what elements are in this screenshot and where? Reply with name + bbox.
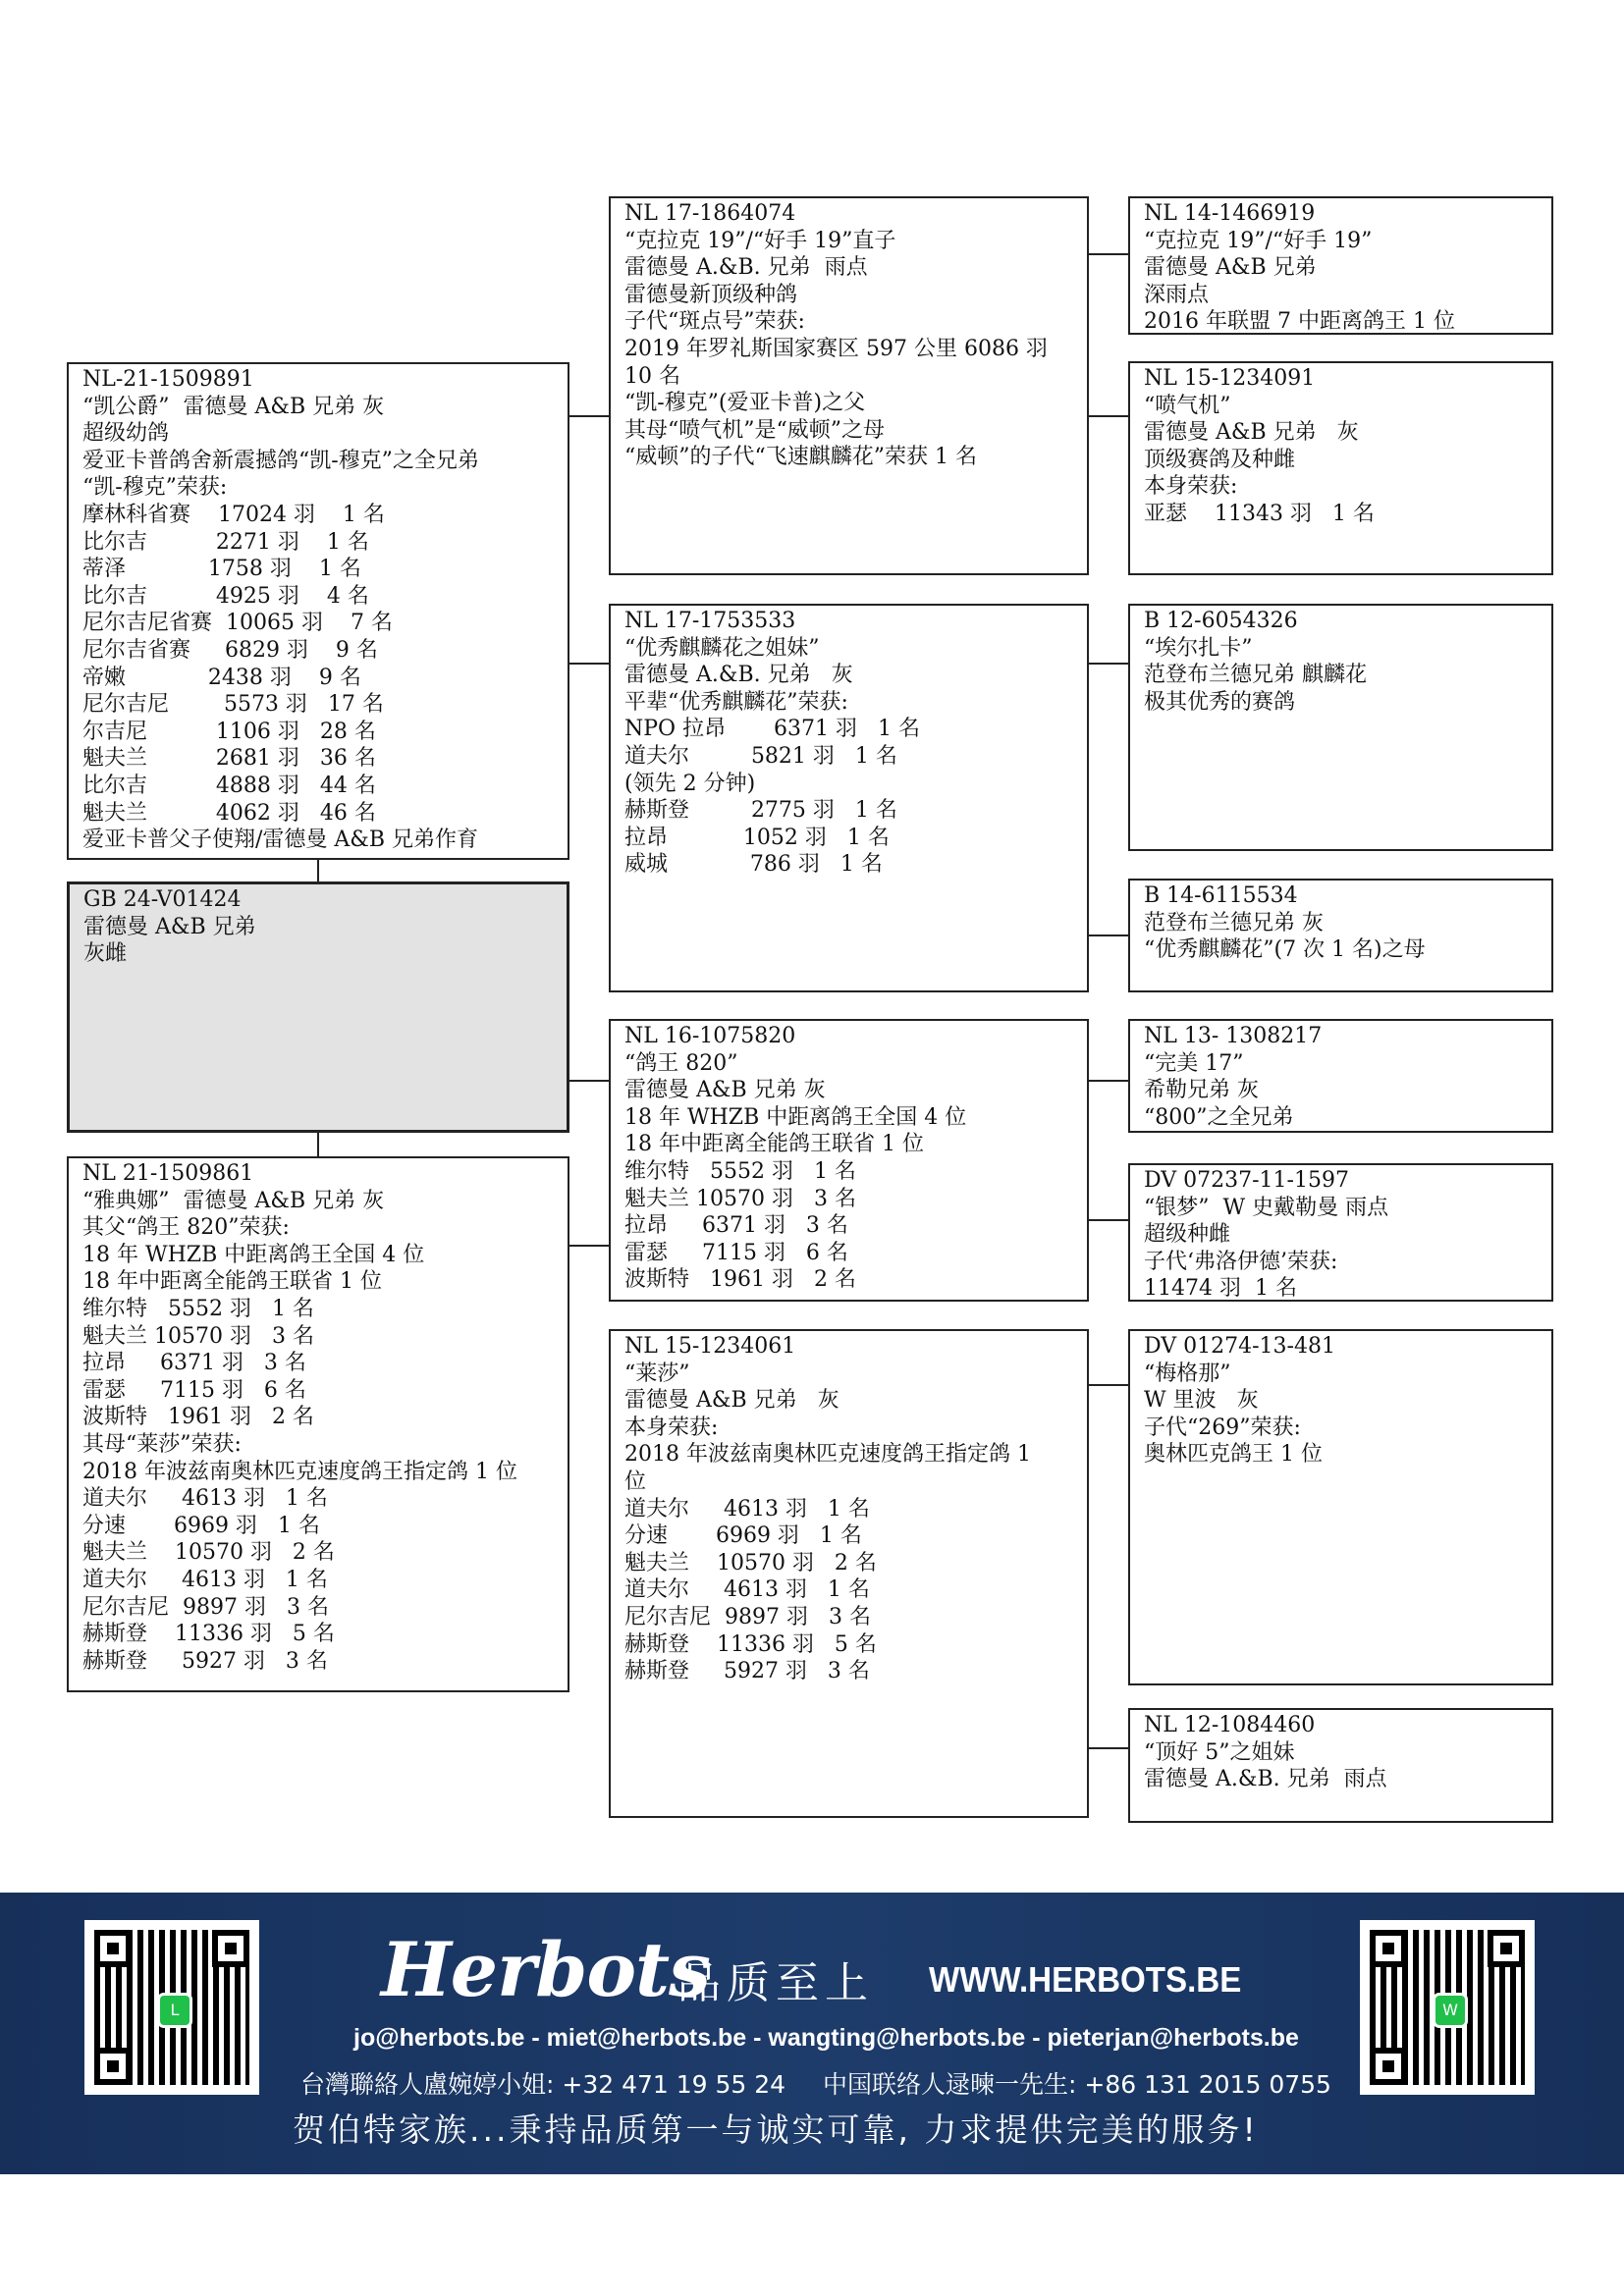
card-line: 比尔吉 4925 羽 4 名 (82, 583, 369, 609)
card-line: 波斯特 1961 羽 2 名 (82, 1405, 314, 1430)
g3-card[interactable] (1128, 604, 1553, 851)
card-line: 道夫尔 4613 羽 1 名 (624, 1577, 870, 1603)
card-line: 18 年 WHZB 中距离鸽王全国 4 位 (82, 1242, 425, 1267)
card-line: 其母“喷气机”是“威顿”之母 (624, 417, 885, 443)
card-line: 范登布兰德兄弟 灰 (1144, 910, 1324, 935)
tagline: 贺伯特家族...秉持品质第一与诚实可靠, 力求提供完美的服务! (293, 2110, 1259, 2149)
g3-card[interactable] (1128, 1329, 1553, 1685)
card-line: 赫斯登 5927 羽 3 名 (82, 1648, 328, 1674)
card-line: GB 24-V01424 (83, 887, 242, 912)
card-line: 极其优秀的赛鸽 (1144, 689, 1296, 715)
card-line: 道夫尔 4613 羽 1 名 (82, 1486, 328, 1512)
card-line: 比尔吉 4888 羽 44 名 (82, 773, 376, 798)
card-line: 其母“莱莎”荣获: (82, 1431, 242, 1457)
card-line: NL 15-1234061 (624, 1334, 796, 1359)
card-line: “埃尔扎卡” (1144, 635, 1253, 661)
card-line: 爱亚卡普父子使翔/雷德曼 A&B 兄弟作育 (82, 828, 479, 853)
card-line: B 12-6054326 (1144, 609, 1298, 633)
sire-sire-card[interactable] (609, 196, 1089, 575)
sire-dam-card[interactable] (609, 604, 1089, 992)
card-line: 尼尔吉省赛 6829 羽 9 名 (82, 637, 378, 663)
contact-taiwan: 台灣聯絡人盧婉婷小姐: +32 471 19 55 24 (300, 2070, 786, 2099)
card-line: 2018 年波兹南奥林匹克速度鸽王指定鸽 1 位 (82, 1459, 517, 1484)
g3-card[interactable] (1128, 1708, 1553, 1823)
website-link[interactable]: WWW.HERBOTS.BE (929, 1959, 1242, 2000)
card-line: 深雨点 (1144, 282, 1210, 307)
contact-line (300, 2065, 1361, 2101)
connector (569, 663, 609, 665)
card-line: NL 17-1753533 (624, 609, 796, 633)
card-line: 其父“鸽王 820”荣获: (82, 1215, 290, 1241)
card-line: 超级种雌 (1144, 1222, 1231, 1248)
card-line: 子代“斑点号”荣获: (624, 309, 805, 335)
contact-china: 中国联络人逯暕一先生: +86 131 2015 0755 (823, 2070, 1331, 2099)
card-line: 尔吉尼 1106 羽 28 名 (82, 719, 376, 744)
brand-logo: Herbots (381, 1926, 710, 2013)
card-line: 超级幼鸽 (82, 421, 170, 447)
card-line: 拉昂 6371 羽 3 名 (82, 1351, 306, 1376)
connector (569, 1080, 609, 1082)
card-line: 蒂泽 1758 羽 1 名 (82, 557, 361, 582)
card-line: “顶好 5”之姐妹 (1144, 1739, 1295, 1765)
card-line: NL 14-1466919 (1144, 201, 1316, 226)
card-line: 道夫尔 4613 羽 1 名 (82, 1567, 328, 1592)
card-line: “银梦” W 史戴勒曼 雨点 (1144, 1195, 1389, 1220)
qr-code-pattern (1370, 1930, 1525, 2085)
card-line: “优秀麒麟花”(7 次 1 名)之母 (1144, 937, 1426, 963)
subject-card[interactable] (67, 881, 569, 1133)
card-line: NL 12-1084460 (1144, 1713, 1316, 1737)
card-line: “克拉克 19”/“好手 19” (1144, 228, 1373, 253)
card-line: 雷德曼 A.&B. 兄弟 雨点 (624, 255, 868, 281)
card-line: 赫斯登 5927 羽 3 名 (624, 1659, 870, 1684)
card-line: “威顿”的子代“飞速麒麟花”荣获 1 名 (624, 445, 977, 470)
card-line: 雷瑟 7115 羽 6 名 (624, 1240, 848, 1265)
card-line: NL 17-1864074 (624, 201, 796, 226)
card-line: 比尔吉 2271 羽 1 名 (82, 529, 369, 555)
card-line: NL 16-1075820 (624, 1024, 796, 1048)
card-line: 灰雌 (83, 941, 128, 967)
card-line: 子代‘弗洛伊德’荣获: (1144, 1249, 1338, 1274)
card-line: 范登布兰德兄弟 麒麟花 (1144, 663, 1367, 688)
dam-sire-card[interactable] (609, 1019, 1089, 1302)
card-line: 18 年 WHZB 中距离鸽王全国 4 位 (624, 1104, 967, 1130)
connector (569, 1245, 609, 1247)
g3-card[interactable] (1128, 1019, 1553, 1133)
card-line: 18 年中距离全能鸽王联省 1 位 (82, 1269, 382, 1295)
card-line: 平辈“优秀麒麟花”荣获: (624, 689, 848, 715)
card-line: 雷德曼 A&B 兄弟 灰 (624, 1078, 826, 1103)
card-line: NL 15-1234091 (1144, 366, 1316, 391)
connector (1089, 1384, 1128, 1386)
connector (569, 415, 609, 417)
connector (1089, 663, 1128, 665)
card-line: 维尔特 5552 羽 1 名 (82, 1296, 314, 1321)
card-line: 2019 年罗礼斯国家赛区 597 公里 6086 羽 (624, 336, 1048, 361)
card-line: “完美 17” (1144, 1050, 1244, 1076)
connector (1089, 253, 1128, 255)
card-line: “莱莎” (624, 1361, 690, 1386)
card-line: W 里波 灰 (1144, 1388, 1259, 1414)
email-links[interactable]: jo@herbots.be - miet@herbots.be - wangting@herbots.be - pieterjan@herbots.be (353, 2024, 1299, 2052)
card-line: 位 (624, 1468, 647, 1494)
dam-dam-card[interactable] (609, 1329, 1089, 1818)
card-line: NL-21-1509891 (82, 367, 254, 392)
card-line: 尼尔吉尼省赛 10065 羽 7 名 (82, 611, 393, 636)
card-line: 尼尔吉尼 5573 羽 17 名 (82, 692, 384, 718)
card-line: 魁夫兰 10570 羽 2 名 (624, 1550, 877, 1575)
card-line: “鸽王 820” (624, 1050, 738, 1076)
card-line: 摩林科省赛 17024 羽 1 名 (82, 502, 385, 527)
card-line: 尼尔吉尼 9897 羽 3 名 (82, 1594, 329, 1620)
g3-card[interactable] (1128, 879, 1553, 992)
card-line: 帝嫩 2438 羽 9 名 (82, 665, 361, 690)
connector (1089, 415, 1128, 417)
dam-card[interactable] (67, 1156, 569, 1692)
card-line: 2018 年波兹南奥林匹克速度鸽王指定鸽 1 (624, 1442, 1031, 1468)
card-line: 雷德曼 A&B 兄弟 灰 (624, 1388, 839, 1414)
card-line: 本身荣获: (1144, 474, 1238, 500)
card-line: (领先 2 分钟) (624, 771, 756, 796)
connector (1089, 1219, 1128, 1221)
g3-card[interactable] (1128, 1163, 1553, 1302)
card-line: 雷德曼新顶级种鸽 (624, 282, 798, 307)
card-line: “凯-穆克”(爱亚卡普)之父 (624, 391, 866, 416)
card-line: 18 年中距离全能鸽王联省 1 位 (624, 1132, 924, 1157)
card-line: 雷瑟 7115 羽 6 名 (82, 1377, 306, 1403)
connector (317, 860, 319, 881)
card-line: 雷德曼 A&B 兄弟 灰 (1144, 420, 1359, 446)
card-line: 尼尔吉尼 9897 羽 3 名 (624, 1604, 871, 1629)
connector (1089, 1747, 1128, 1749)
card-line: 顶级赛鸽及种雌 (1144, 447, 1296, 472)
card-line: “优秀麒麟花之姐妹” (624, 635, 820, 661)
card-line: 拉昂 6371 羽 3 名 (624, 1213, 848, 1239)
card-line: 希勒兄弟 灰 (1144, 1078, 1259, 1103)
card-line: 魁夫兰 10570 羽 3 名 (624, 1186, 856, 1211)
card-line: DV 07237-11-1597 (1144, 1168, 1349, 1193)
card-line: 分速 6969 羽 1 名 (82, 1513, 320, 1538)
card-line: NL 21-1509861 (82, 1161, 254, 1186)
card-line: 魁夫兰 10570 羽 2 名 (82, 1540, 335, 1566)
connector (1089, 1080, 1128, 1082)
card-line: 赫斯登 11336 羽 5 名 (82, 1622, 335, 1647)
card-line: 维尔特 5552 羽 1 名 (624, 1158, 856, 1184)
card-line: 雷德曼 A&B 兄弟 (1144, 255, 1317, 281)
connector (317, 1133, 319, 1156)
card-line: DV 01274-13-481 (1144, 1334, 1335, 1359)
card-line: 魁夫兰 4062 羽 46 名 (82, 800, 376, 826)
qr-code-wechat[interactable] (1360, 1920, 1535, 2095)
card-line: “凯-穆克”荣获: (82, 475, 228, 501)
g3-card[interactable] (1128, 196, 1553, 335)
card-line: 道夫尔 5821 羽 1 名 (624, 743, 897, 769)
connector (1089, 934, 1128, 936)
card-line: B 14-6115534 (1144, 883, 1298, 908)
card-line: 拉昂 1052 羽 1 名 (624, 825, 890, 850)
wechat-icon: W (1433, 1993, 1468, 2028)
card-line: 本身荣获: (624, 1415, 719, 1440)
card-line: NPO 拉昂 6371 羽 1 名 (624, 717, 920, 742)
card-line: 雷德曼 A&B 兄弟 (83, 914, 256, 939)
sire-card[interactable] (67, 362, 569, 860)
card-line: 威城 786 羽 1 名 (624, 852, 883, 878)
card-line: 2016 年联盟 7 中距离鸽王 1 位 (1144, 309, 1455, 335)
qr-code-line[interactable] (84, 1920, 259, 2095)
slogan: 品质至上 (677, 1958, 874, 2008)
card-line: “克拉克 19”/“好手 19”直子 (624, 228, 896, 253)
card-line: “喷气机” (1144, 393, 1231, 418)
card-line: “800”之全兄弟 (1144, 1104, 1294, 1130)
g3-card[interactable] (1128, 361, 1553, 575)
card-line: 赫斯登 2775 羽 1 名 (624, 798, 897, 824)
card-line: 雷德曼 A.&B. 兄弟 雨点 (1144, 1767, 1387, 1792)
card-line: “雅典娜” 雷德曼 A&B 兄弟 灰 (82, 1188, 385, 1213)
card-line: 道夫尔 4613 羽 1 名 (624, 1496, 870, 1522)
card-line: 分速 6969 羽 1 名 (624, 1523, 862, 1549)
card-line: 爱亚卡普鸽舍新震撼鸽“凯-穆克”之全兄弟 (82, 448, 479, 473)
card-line: “凯公爵” 雷德曼 A&B 兄弟 灰 (82, 394, 385, 419)
card-line: 10 名 (624, 363, 680, 389)
card-line: “梅格那” (1144, 1361, 1231, 1386)
card-line: 魁夫兰 2681 羽 36 名 (82, 746, 376, 772)
card-line: 子代“269”荣获: (1144, 1415, 1301, 1440)
qr-code-pattern (94, 1930, 249, 2085)
card-line: 波斯特 1961 羽 2 名 (624, 1267, 856, 1293)
card-line: 奥林匹克鸽王 1 位 (1144, 1442, 1323, 1468)
card-line: 雷德曼 A.&B. 兄弟 灰 (624, 663, 853, 688)
card-line: 11474 羽 1 名 (1144, 1276, 1297, 1302)
line-icon: L (157, 1993, 192, 2028)
card-line: 亚瑟 11343 羽 1 名 (1144, 501, 1375, 526)
card-line: 赫斯登 11336 羽 5 名 (624, 1631, 877, 1657)
card-line: NL 13- 1308217 (1144, 1024, 1323, 1048)
card-line: 魁夫兰 10570 羽 3 名 (82, 1323, 314, 1349)
